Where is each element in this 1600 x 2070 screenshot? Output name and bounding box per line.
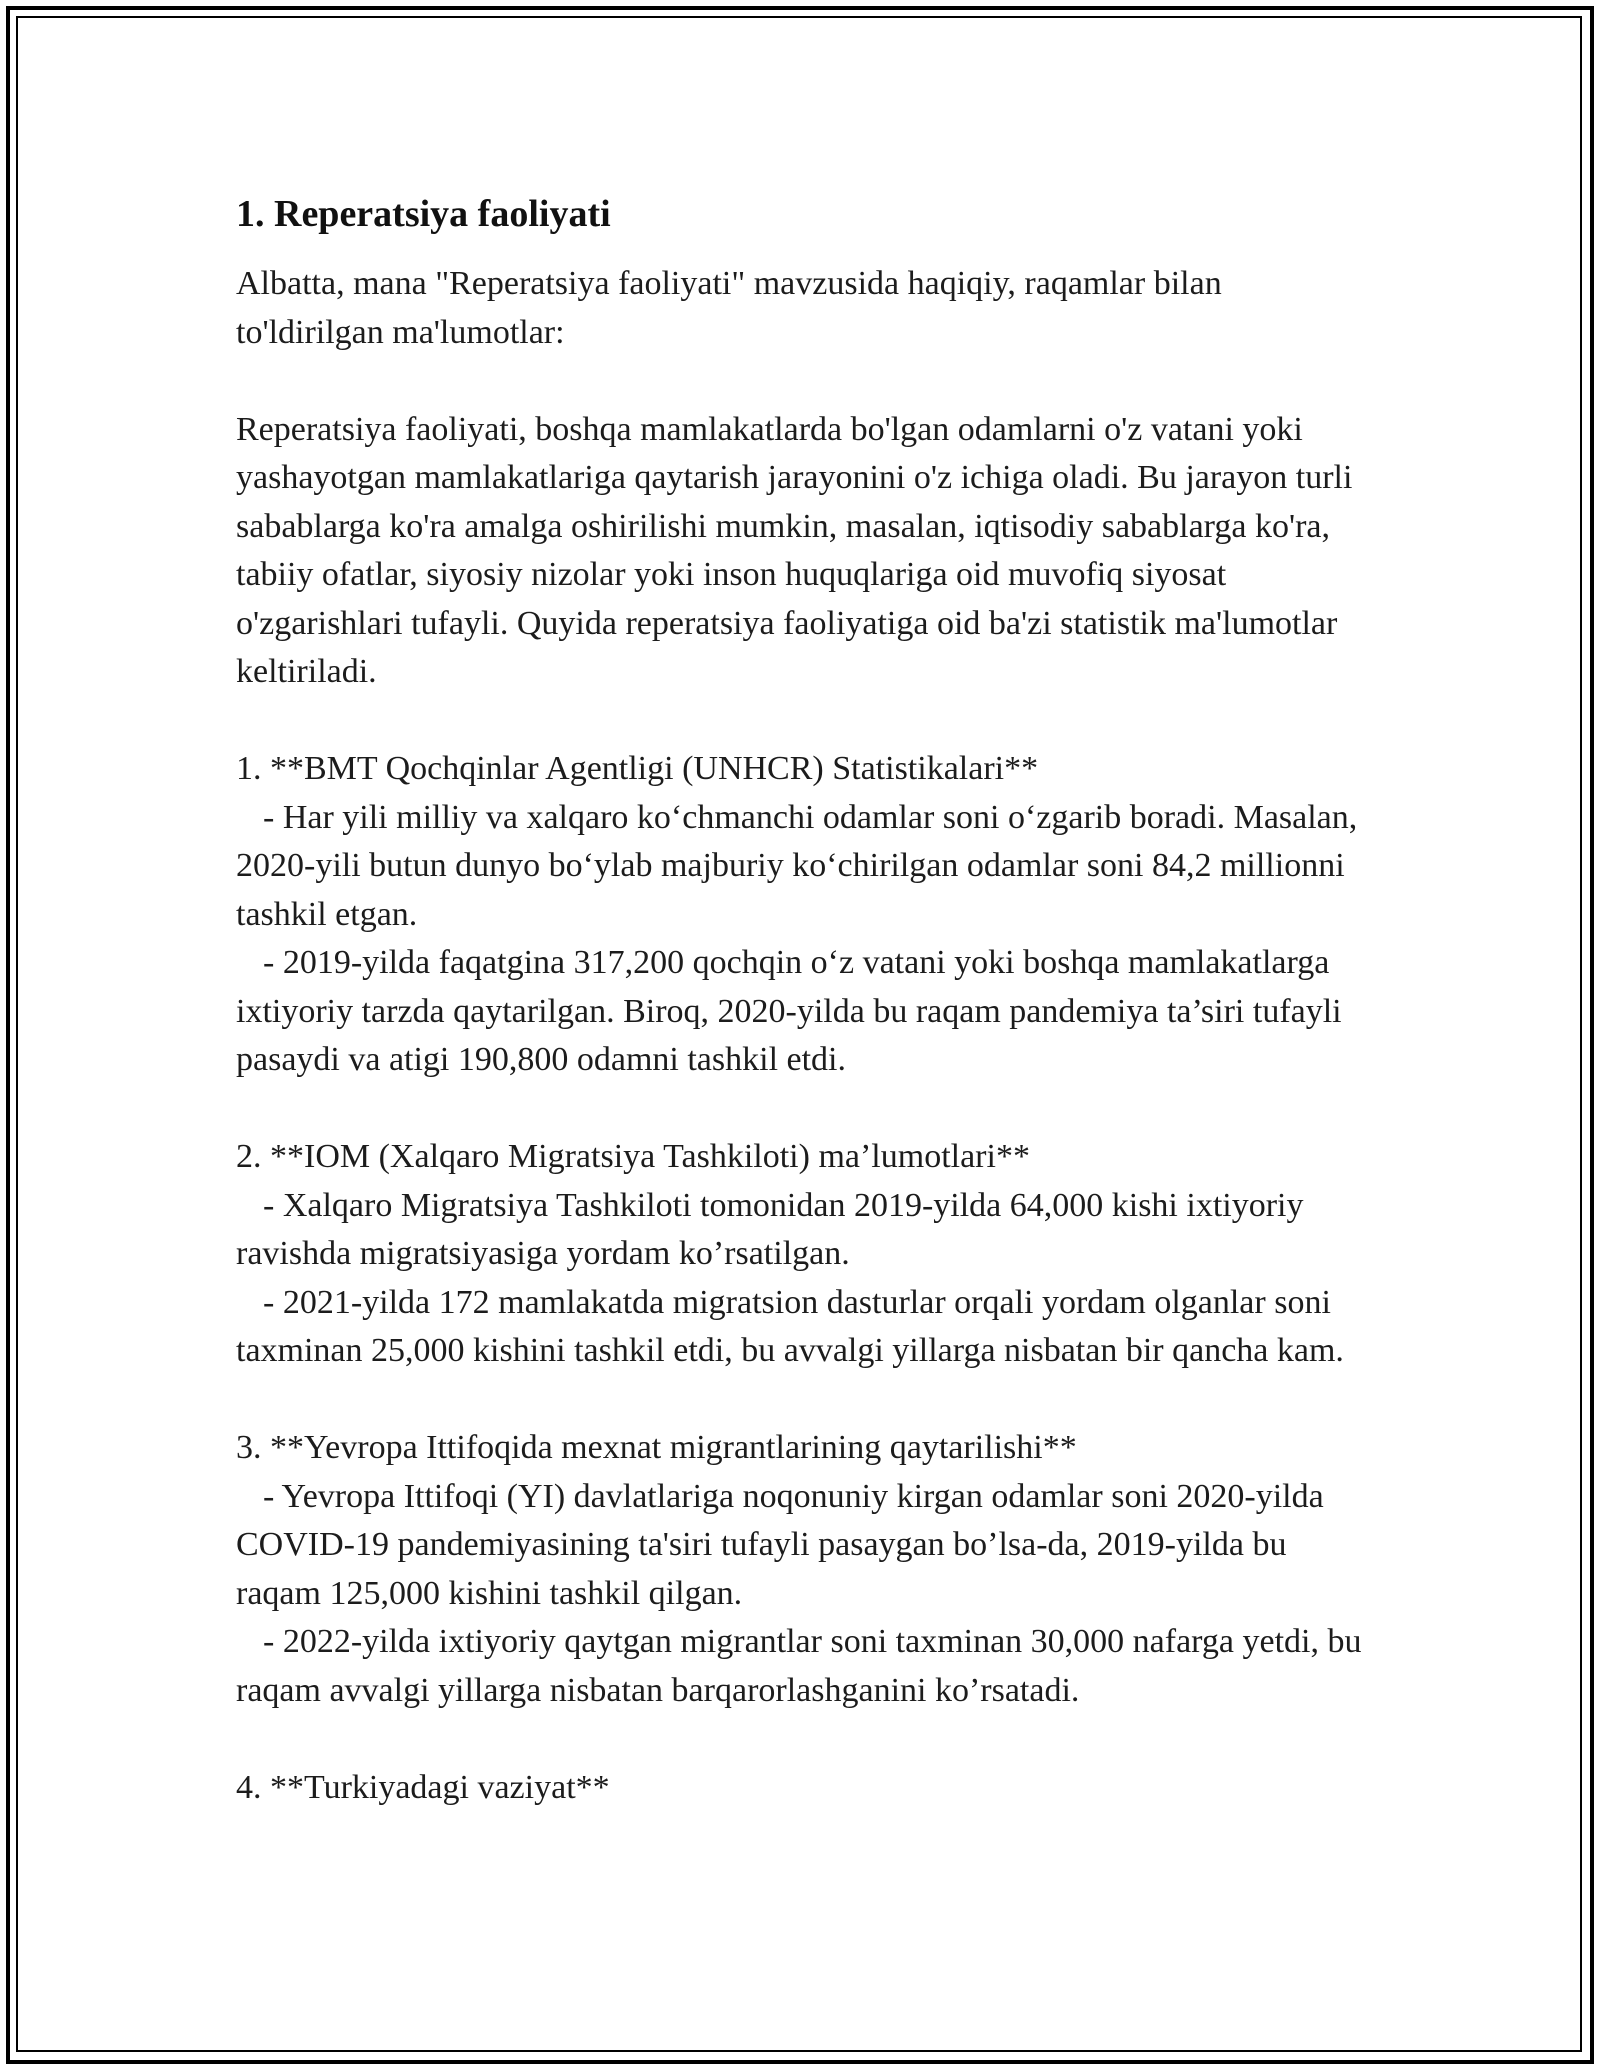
section-bullet: - 2022-yilda ixtiyoriy qaytgan migrantlar soni taxminan 30,000 nafarga yetdi, bu raqam avvalgi yillarga nisbatan barqarorlashganini ko’rsatadi. (236, 1623, 1370, 1709)
section-title: 1. **BMT Qochqinlar Agentligi (UNHCR) Statistikalari** (236, 750, 1039, 787)
section-bullet: - 2019-yilda faqatgina 317,200 qochqin o‘z vatani yoki boshqa mamlakatlarga ixtiyoriy tarzda qaytarilgan. Biroq, 2020-yilda bu raqam pandemiya ta’siri tufayli pasaydi va atigi 190,800 odamni tashkil etdi. (236, 944, 1351, 1078)
paragraph-spacer (236, 697, 1366, 746)
section-iom (236, 1133, 1366, 1376)
page-title: 1. Reperatsiya faoliyati (236, 193, 611, 235)
paragraph-spacer (236, 357, 1366, 406)
section-turkey (236, 1764, 1366, 1813)
section-bullet: - Har yili milliy va xalqaro ko‘chmanchi odamlar soni o‘zgarib boradi. Masalan, 2020-yili butun dunyo bo‘ylab majburiy ko‘chirilgan odamlar soni 84,2 millionni tashkil etgan. (236, 798, 1366, 933)
paragraph-spacer (236, 1376, 1366, 1425)
intro-paragraph: Albatta, mana "Reperatsiya faoliyati" mavzusida haqiqiy, raqamlar bilan to'ldirilgan ma'lumotlar: (236, 265, 1231, 351)
section-unhcr (236, 745, 1366, 1085)
section-title: 4. **Turkiyadagi vaziyat** (236, 1768, 610, 1806)
section-title: 3. **Yevropa Ittifoqida mexnat migrantlarining qaytarilishi** (236, 1429, 1077, 1466)
section-bullet: - Xalqaro Migratsiya Tashkiloti tomonidan 2019-yilda 64,000 kishi ixtiyoriy ravishda migratsiyasiga yordam ko’rsatilgan. (236, 1186, 1312, 1272)
section-bullet: - Yevropa Ittifoqi (YI) davlatlariga noqonuniy kirgan odamlar soni 2020-yilda COVID-19 pandemiyasining ta'siri tufayli pasaygan bo’lsa-da, 2019-yilda bu raqam 125,000 kishini tashkil qilgan. (236, 1477, 1333, 1612)
section-title: 2. **IOM (Xalqaro Migratsiya Tashkiloti) ma’lumotlari** (236, 1138, 1030, 1175)
paragraph-spacer (236, 1715, 1366, 1764)
document-body (236, 190, 1370, 1812)
overview-paragraph: Reperatsiya faoliyati, boshqa mamlakatlarda bo'lgan odamlarni o'z vatani yoki yashayotgan mamlakatlariga qaytarish jarayonini o'z ichiga oladi. Bu jarayon turli sabablarga ko'ra amalga oshirilishi mumkin, masalan, iqtisodiy sabablarga ko'ra, tabiiy ofatlar, siyosiy nizolar yoki inson huquqlariga oid muvofiq siyosat o'zgarishlari tufayli. Quyida reperatsiya faoliyatiga oid ba'zi statistik ma'lumotlar keltiriladi. (236, 410, 1361, 690)
section-eu (236, 1424, 1370, 1715)
section-bullet: - 2021-yilda 172 mamlakatda migratsion dasturlar orqali yordam olganlar soni taxminan 25,000 kishini tashkil etdi, bu avvalgi yillarga nisbatan bir qancha kam. (236, 1283, 1344, 1369)
paragraph-spacer (236, 1085, 1366, 1134)
